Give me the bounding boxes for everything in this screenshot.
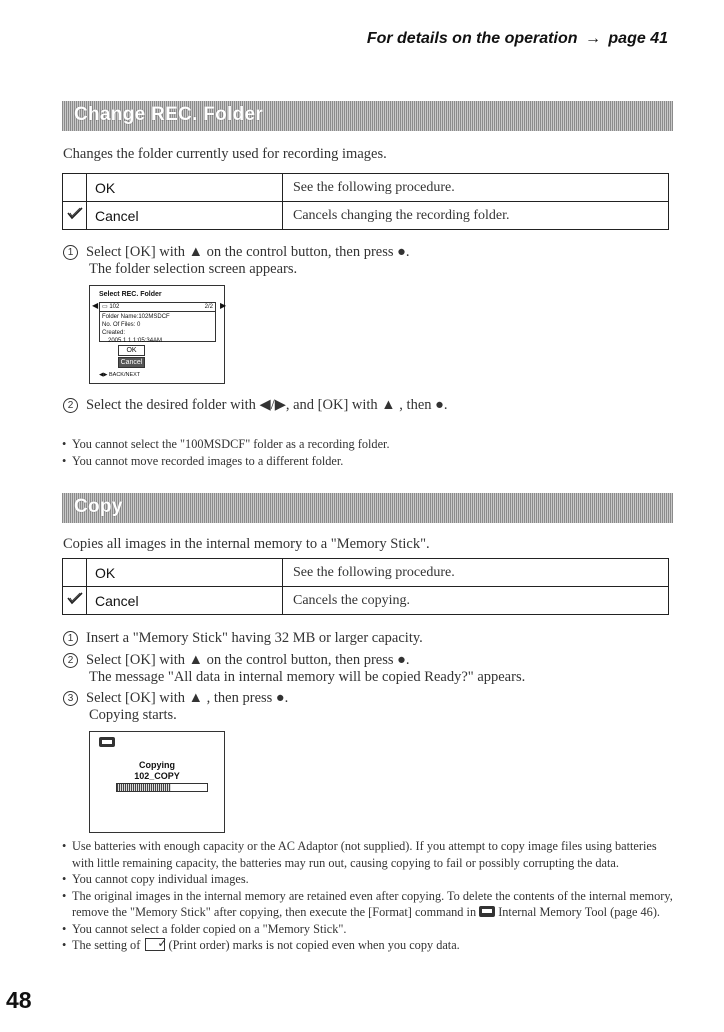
option-desc: Cancels the copying. [283, 587, 669, 615]
folder-info-frame [99, 302, 216, 342]
list-item: • You cannot select the "100MSDCF" folder as a recording folder. [62, 436, 677, 453]
folder-created-value: 2005 1 1 1:05:34AM [108, 338, 163, 344]
default-marker-cell [63, 559, 87, 587]
internal-memory-icon [479, 906, 495, 917]
step-text: Insert a "Memory Stick" having 32 MB or larger capacity. [86, 630, 423, 646]
step-text: Select the desired folder with ◀/▶, and [OK] with ▲ , then ●. [86, 397, 448, 413]
copy-progress-screen [89, 731, 225, 833]
step-number: 1 [63, 631, 78, 646]
folder-number-text: 102 [109, 304, 120, 310]
option-desc: Cancels changing the recording folder. [283, 202, 669, 230]
default-marker-cell [63, 202, 87, 230]
list-item: • You cannot select a folder copied on a "Memory Stick". [62, 921, 677, 938]
progress-fill [117, 784, 171, 791]
option-desc: See the following procedure. [283, 559, 669, 587]
list-item: • Use batteries with enough capacity or the AC Adaptor (not supplied). If you attempt to copy image files using batteries with little remaining capacity, the batteries may run out, causing copying to fail or possibly corrupting the data. [62, 838, 677, 871]
option-desc: See the following procedure. [283, 174, 669, 202]
left-arrow-icon: ◀ [92, 301, 99, 310]
folder-name: Folder Name:102MSDCF [102, 314, 170, 320]
section-title: Change REC. Folder [74, 104, 264, 125]
list-item [62, 937, 677, 954]
step-subtext: The message "All data in internal memory will be copied Ready?" appears. [89, 669, 526, 685]
screen-cancel-button: Cancel [118, 357, 145, 368]
step-number: 3 [63, 691, 78, 706]
step-2 [63, 397, 448, 414]
options-table [62, 173, 669, 230]
list-item [62, 888, 677, 921]
section-title: Copy [74, 496, 123, 517]
step-subtext: Copying starts. [89, 707, 177, 723]
default-marker-cell [63, 587, 87, 615]
section-banner-change-folder [62, 101, 673, 131]
default-marker-cell [63, 174, 87, 202]
step-1 [63, 244, 410, 278]
right-arrow-icon: ▶ [220, 301, 227, 310]
notes-list [62, 436, 677, 469]
internal-memory-icon [99, 737, 115, 747]
table-row [63, 559, 669, 587]
note-text: (Print order) marks is not copied even when you copy data. [168, 938, 460, 952]
step-number: 1 [63, 245, 78, 260]
page-number: 48 [6, 987, 32, 1013]
table-row [63, 587, 669, 615]
folder-number: ▭ 102 [102, 304, 120, 310]
copy-folder-name: 102_COPY [134, 771, 180, 781]
copy-status: Copying [139, 760, 175, 770]
copy-progress-bar [116, 783, 208, 792]
list-item: • You cannot move recorded images to a different folder. [62, 453, 677, 470]
table-row [63, 202, 669, 230]
notes-list [62, 838, 677, 954]
arrow-icon: → [584, 30, 601, 47]
step-number: 2 [63, 398, 78, 413]
section-intro: Changes the folder currently used for recording images. [63, 146, 387, 162]
step-subtext: The folder selection screen appears. [89, 261, 298, 277]
section-banner-copy [62, 493, 673, 523]
step-text: Select [OK] with ▲ on the control button, then press ●. [86, 652, 410, 668]
option-name: Cancel [87, 202, 283, 230]
note-text: Internal Memory Tool (page 46). [498, 905, 660, 919]
header-text: For details on the operation [366, 30, 578, 47]
print-order-icon [145, 938, 165, 951]
folder-file-count: No. Of Files: 0 [102, 322, 141, 328]
header-page-ref: page 41 [608, 30, 668, 47]
screen-title: Select REC. Folder [99, 291, 162, 298]
option-name: OK [87, 174, 283, 202]
option-name: OK [87, 559, 283, 587]
list-item: • You cannot copy individual images. [62, 871, 677, 888]
section-intro: Copies all images in the internal memory to a "Memory Stick". [63, 536, 430, 552]
step-number: 2 [63, 653, 78, 668]
folder-header-row [100, 303, 215, 312]
note-text: The original images in the internal memory are retained even after copying. To delete the contents of the internal memory, remove the "Memory Stick" after copying, then execute the [Format] command in [72, 888, 673, 919]
screen-ok-button: OK [118, 345, 145, 356]
step-text: Select [OK] with ▲ on the control button, then press ●. [86, 244, 410, 260]
folder-created-label: Created: [102, 330, 126, 336]
default-check-icon [67, 591, 83, 605]
option-name: Cancel [87, 587, 283, 615]
step-text: Select [OK] with ▲ , then press ●. [86, 690, 289, 706]
folder-page-indicator: 2/2 [204, 304, 213, 310]
step-3 [63, 690, 288, 724]
options-table [62, 558, 669, 615]
screen-footer: ◀▶ BACK/NEXT [99, 372, 141, 378]
step-1 [63, 630, 423, 647]
page-header [367, 30, 668, 48]
default-check-icon [67, 206, 83, 220]
step-2 [63, 652, 525, 686]
folder-select-screen [89, 285, 225, 384]
table-row [63, 174, 669, 202]
note-text: The setting of [72, 938, 141, 952]
